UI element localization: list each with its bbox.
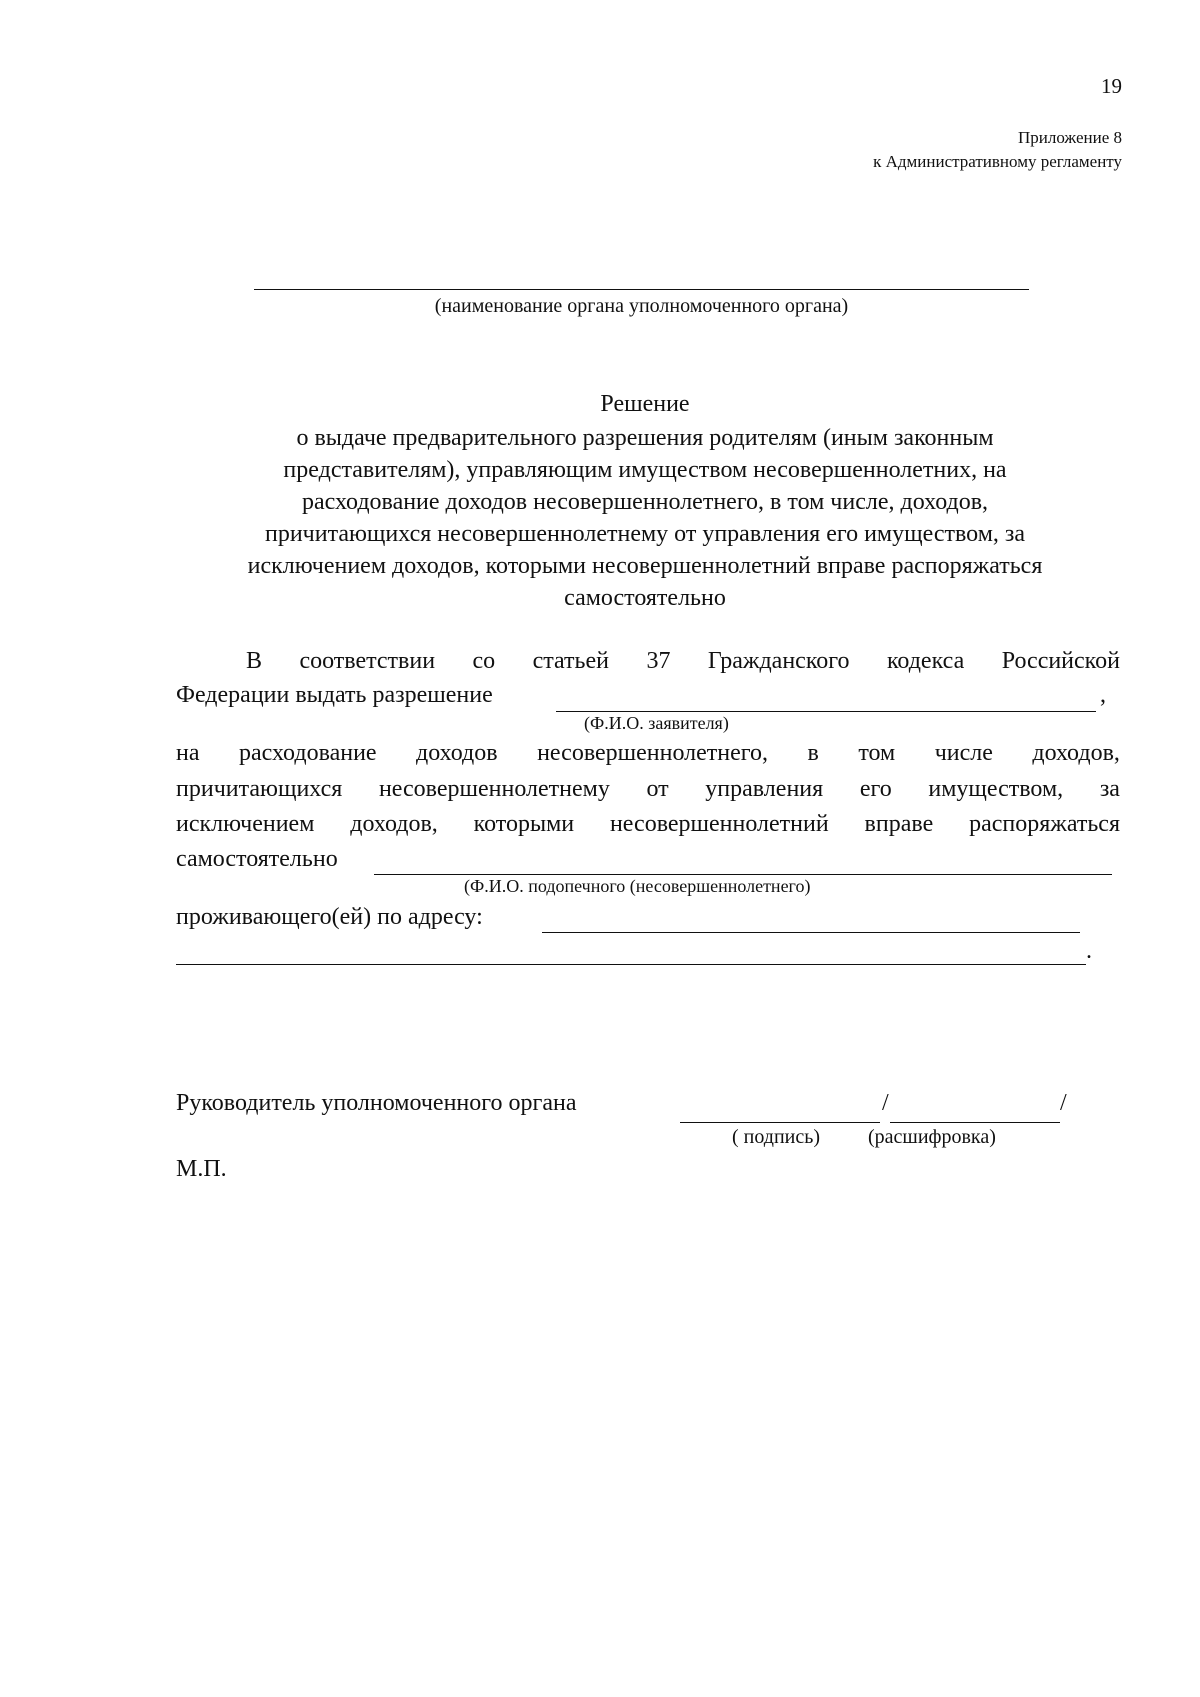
- paragraph-2-line-1: на расходование доходов несовершеннолетнего, в том числе доходов,: [176, 740, 1120, 766]
- appendix-regulation: к Административному регламенту: [873, 152, 1122, 171]
- paragraph-2-line-2: причитающихся несовершеннолетнему от управления его имуществом, за: [176, 776, 1120, 802]
- decision-title: [160, 388, 1130, 614]
- signatory-label: Руководитель уполномоченного органа: [176, 1090, 577, 1116]
- signature-slash-1: /: [882, 1090, 889, 1116]
- decision-heading: Решение: [600, 391, 690, 417]
- comma: ,: [1100, 682, 1106, 708]
- organ-name-line: [254, 289, 1029, 290]
- applicant-caption: (Ф.И.О. заявителя): [584, 713, 729, 733]
- paragraph-1-line-1: В соответствии со статьей 37 Гражданского кодекса Российской: [246, 648, 1120, 674]
- address-label: проживающего(ей) по адресу:: [176, 904, 483, 930]
- decision-subtitle-line: расходование доходов несовершеннолетнего, в том числе, доходов,: [301, 489, 989, 515]
- signature-field[interactable]: [680, 1122, 880, 1123]
- paragraph-1-line-2: Федерации выдать разрешение: [176, 682, 493, 708]
- decision-subtitle-line: о выдаче предварительного разрешения родителям (иным законным: [296, 425, 994, 451]
- page-number: 19: [1101, 74, 1122, 98]
- applicant-name-field[interactable]: [556, 711, 1096, 712]
- organ-name-caption: (наименование органа уполномоченного органа): [434, 295, 849, 317]
- appendix-number: Приложение 8: [1018, 128, 1122, 147]
- decision-subtitle-line: исключением доходов, которыми несовершеннолетний вправе распоряжаться: [247, 553, 1043, 579]
- ward-name-field[interactable]: [374, 874, 1112, 875]
- paragraph-2-line-4: самостоятельно: [176, 846, 338, 872]
- decision-subtitle-line: представителям), управляющим имуществом несовершеннолетних, на: [283, 457, 1007, 483]
- signature-slash-2: /: [1060, 1090, 1067, 1116]
- paragraph-2-line-3: исключением доходов, которыми несовершеннолетний вправе распоряжаться: [176, 811, 1120, 837]
- address-field-line-2[interactable]: [176, 964, 1086, 965]
- appendix-reference: [873, 126, 1122, 174]
- decoding-caption: (расшифровка): [868, 1126, 996, 1148]
- address-field-line-1[interactable]: [542, 932, 1080, 933]
- signature-caption: ( подпись): [732, 1126, 821, 1148]
- decision-subtitle-line: причитающихся несовершеннолетнему от управления его имуществом, за: [264, 521, 1026, 547]
- decision-subtitle-line: самостоятельно: [564, 585, 726, 611]
- address-end-period: .: [1086, 938, 1092, 964]
- signature-decoding-field[interactable]: [890, 1122, 1060, 1123]
- ward-caption: (Ф.И.О. подопечного (несовершеннолетнего): [464, 876, 811, 896]
- stamp-place: М.П.: [176, 1156, 227, 1182]
